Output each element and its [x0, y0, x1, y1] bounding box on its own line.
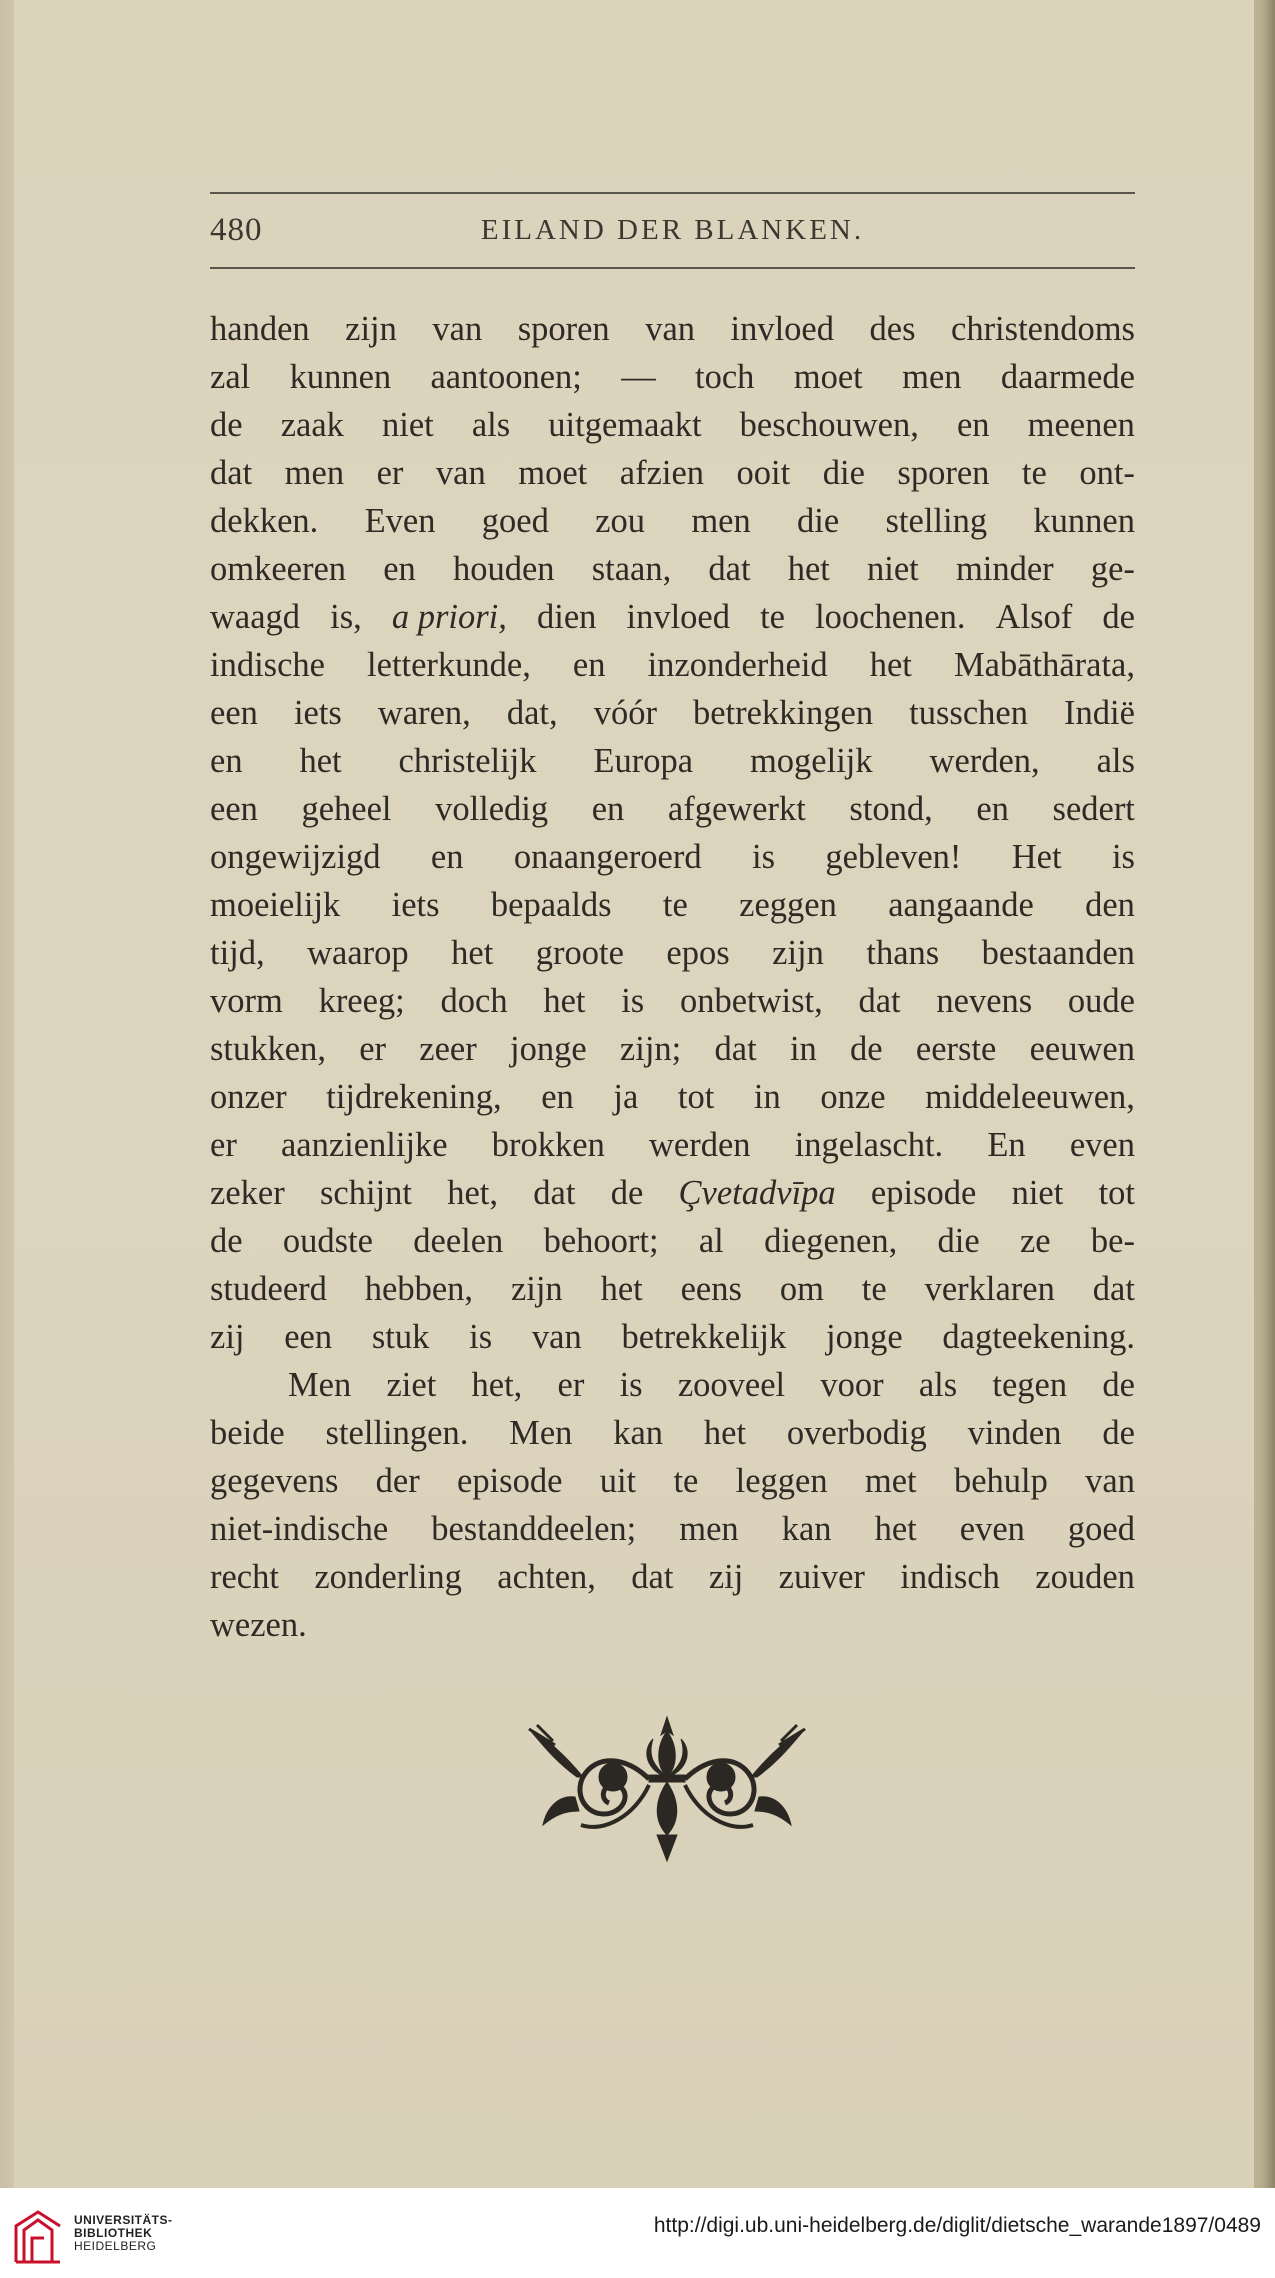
text-word: en: [430, 838, 464, 876]
text-line: [210, 1505, 1135, 1553]
text-line: [210, 1169, 1135, 1217]
text-word: aangaande: [888, 886, 1034, 924]
text-word: stond,: [849, 790, 933, 828]
text-word: dat: [714, 1030, 757, 1068]
text-word: betrekkelijk: [621, 1318, 787, 1356]
text-word: als: [1096, 742, 1135, 780]
text-word: de: [210, 1222, 243, 1260]
text-word: indisch: [900, 1558, 1000, 1596]
text-word: betrekkingen: [692, 694, 874, 732]
text-line: [210, 1361, 1135, 1409]
text-word: zouden: [1035, 1558, 1135, 1596]
text-word: thans: [866, 934, 940, 972]
text-word: ge-: [1090, 550, 1135, 588]
text-word: oude: [1067, 982, 1135, 1020]
text-word: geheel: [301, 790, 392, 828]
text-word: kunnen: [1033, 502, 1135, 540]
text-word: de: [1102, 1366, 1135, 1404]
text-word: als: [471, 406, 511, 444]
text-word: zijn;: [619, 1030, 682, 1068]
text-word: Indië: [1064, 694, 1135, 732]
text-word: te: [861, 1270, 887, 1308]
text-line: [210, 833, 1135, 881]
text-word: een: [210, 694, 258, 732]
text-word: aanzienlijke: [280, 1126, 448, 1164]
text-word: goed: [481, 502, 549, 540]
text-word: even: [1069, 1126, 1135, 1164]
text-word: tot: [677, 1078, 715, 1116]
text-word: sedert: [1052, 790, 1135, 828]
text-word: volledig: [435, 790, 549, 828]
text-word: de: [1102, 598, 1135, 636]
text-word: dat: [708, 550, 751, 588]
library-name-line-1: UNIVERSITÄTS-: [74, 2213, 173, 2227]
text-word: men: [284, 454, 345, 492]
text-word: dat: [1092, 1270, 1135, 1308]
text-word: de: [1102, 1414, 1135, 1452]
header-rule-top: [210, 192, 1135, 194]
text-word: leggen: [735, 1462, 828, 1500]
text-word: van: [435, 454, 486, 492]
text-word: er: [359, 1030, 387, 1068]
text-word: middeleeuwen,: [925, 1078, 1135, 1116]
text-line: [210, 545, 1135, 593]
text-word: kreeg;: [318, 982, 405, 1020]
text-word: met: [864, 1462, 917, 1500]
text-word: achten,: [497, 1558, 596, 1596]
text-word: jonge: [510, 1030, 587, 1068]
text-word: als: [918, 1366, 958, 1404]
header-rule-bottom: [210, 267, 1135, 269]
text-line: [210, 737, 1135, 785]
text-word: het: [787, 550, 830, 588]
text-word: des: [869, 310, 916, 348]
text-word: men: [691, 502, 751, 540]
text-word: brokken: [491, 1126, 605, 1164]
text-line: [210, 977, 1135, 1025]
text-word: te: [673, 1462, 699, 1500]
text-word: het,: [471, 1366, 523, 1404]
text-word: in: [789, 1030, 817, 1068]
text-word: beide: [210, 1414, 285, 1452]
text-word: onze: [820, 1078, 886, 1116]
text-word: te: [760, 598, 785, 636]
text-line: [210, 1025, 1135, 1073]
text-word: zij: [210, 1318, 245, 1356]
text-word: Alsof: [995, 598, 1073, 636]
text-word: handen: [210, 310, 310, 348]
text-word: zaak: [280, 406, 344, 444]
text-word: van: [531, 1318, 582, 1356]
text-word: bepaalds: [490, 886, 612, 924]
text-word: dat,: [506, 694, 558, 732]
text-word: niet: [382, 406, 434, 444]
text-word: en: [956, 406, 990, 444]
text-word: diegenen,: [764, 1222, 898, 1260]
text-word: indische: [210, 646, 325, 684]
text-line: [210, 353, 1135, 401]
text-word: uit: [599, 1462, 637, 1500]
text-word: het: [600, 1270, 643, 1308]
text-word: Even: [364, 502, 436, 540]
text-word: eeuwen: [1029, 1030, 1135, 1068]
text-word: het: [703, 1414, 747, 1452]
text-word: is: [751, 838, 775, 876]
text-word: omkeeren: [210, 550, 347, 588]
text-word: behoort;: [543, 1222, 659, 1260]
text-word: dien: [537, 598, 597, 636]
text-word: bestaanden: [981, 934, 1135, 972]
text-word: en: [541, 1078, 574, 1116]
text-word: die: [937, 1222, 980, 1260]
text-line: [210, 401, 1135, 449]
text-word: kan: [613, 1414, 664, 1452]
text-word: verklaren: [924, 1270, 1055, 1308]
text-word: en: [976, 790, 1009, 828]
text-word: vóór: [593, 694, 657, 732]
source-url[interactable]: http://digi.ub.uni-heidelberg.de/diglit/dietsche_warande1897/0489: [653, 2214, 1261, 2237]
text-line: [210, 593, 1135, 641]
text-word: christelijk: [398, 742, 537, 780]
text-word: is: [1111, 838, 1135, 876]
text-word: ongewijzigd: [210, 838, 381, 876]
text-word: onzer: [210, 1078, 287, 1116]
text-line: [210, 1553, 1135, 1601]
text-word: kan: [781, 1510, 832, 1548]
text-word: dat: [533, 1174, 576, 1212]
text-word: doch: [440, 982, 508, 1020]
text-word: waagd: [210, 598, 301, 636]
text-word: die: [797, 502, 840, 540]
text-word: recht: [210, 1558, 279, 1596]
text-line: [210, 785, 1135, 833]
text-word: de: [850, 1030, 883, 1068]
text-word: dat: [210, 454, 253, 492]
text-word: zeggen: [739, 886, 837, 924]
text-word: het: [869, 646, 912, 684]
text-word: het: [451, 934, 494, 972]
text-word: van: [432, 310, 483, 348]
text-word: sporen: [897, 454, 990, 492]
running-header: [210, 212, 1135, 256]
text-word: wezen.: [210, 1606, 307, 1644]
text-word: der: [375, 1462, 420, 1500]
text-word: —: [621, 358, 656, 396]
text-word: om: [779, 1270, 824, 1308]
text-word: Men: [509, 1414, 573, 1452]
text-word: overbodig: [786, 1414, 927, 1452]
text-word: waren,: [377, 694, 471, 732]
text-word: hebben,: [364, 1270, 474, 1308]
text-word: tusschen: [909, 694, 1028, 732]
text-word: aantoonen;: [430, 358, 582, 396]
running-title: EILAND DER BLANKEN.: [480, 214, 865, 246]
text-word: toch: [695, 358, 755, 396]
text-word: moet: [518, 454, 588, 492]
text-word: eens: [680, 1270, 742, 1308]
text-word: tegen: [992, 1366, 1068, 1404]
digitization-footer: [0, 2188, 1275, 2278]
text-word: is: [469, 1318, 493, 1356]
text-line: [210, 881, 1135, 929]
text-word: zij: [708, 1558, 744, 1596]
text-line: [210, 1217, 1135, 1265]
text-word: zooveel: [677, 1366, 786, 1404]
text-word: episode: [870, 1174, 977, 1212]
text-word: iets: [293, 694, 342, 732]
page-number: 480: [210, 212, 263, 248]
text-line: [210, 497, 1135, 545]
text-line: [210, 305, 1135, 353]
text-line: [210, 1313, 1135, 1361]
text-word: deelen: [413, 1222, 504, 1260]
text-word: dat: [858, 982, 901, 1020]
text-word: zeker: [210, 1174, 285, 1212]
text-line: [210, 449, 1135, 497]
text-word: kunnen: [289, 358, 392, 396]
text-word: zijn: [345, 310, 397, 348]
text-line: [210, 1409, 1135, 1457]
text-word: ze: [1019, 1222, 1051, 1260]
text-word: is,: [330, 598, 362, 636]
body-text: [210, 305, 1135, 1649]
text-word: men: [902, 358, 962, 396]
text-word: er: [376, 454, 404, 492]
text-word: ingelascht.: [794, 1126, 944, 1164]
text-word: er: [210, 1126, 237, 1164]
text-word: episode: [457, 1462, 563, 1500]
text-word: te: [1021, 454, 1047, 492]
text-word: meenen: [1027, 406, 1135, 444]
text-word: tot: [1098, 1174, 1135, 1212]
text-line: [210, 1121, 1135, 1169]
text-word: ja: [613, 1078, 639, 1116]
text-word: groote: [535, 934, 624, 972]
text-word: is: [621, 982, 645, 1020]
text-word: schijnt: [319, 1174, 412, 1212]
text-word: werden: [649, 1126, 751, 1164]
text-word: zuiver: [778, 1558, 865, 1596]
text-word: men: [679, 1510, 739, 1548]
text-word: eerste: [915, 1030, 997, 1068]
text-word: stelling: [885, 502, 988, 540]
library-name: [74, 2214, 173, 2253]
text-line: [210, 1265, 1135, 1313]
text-word: gegevens: [210, 1462, 339, 1500]
text-word: ooit: [736, 454, 791, 492]
text-word: Het: [1011, 838, 1062, 876]
text-word: epos: [666, 934, 730, 972]
text-word: dagteekening.: [942, 1318, 1135, 1356]
text-word: en: [210, 742, 243, 780]
text-word: gebleven!: [825, 838, 962, 876]
text-word: het: [543, 982, 586, 1020]
text-word: vorm: [210, 982, 283, 1020]
text-word: er: [557, 1366, 585, 1404]
text-word: christendoms: [951, 310, 1135, 348]
text-word: onaangeroerd: [513, 838, 702, 876]
text-line: [210, 1073, 1135, 1121]
text-word: niet: [1011, 1174, 1064, 1212]
text-word: oudste: [282, 1222, 373, 1260]
text-word: stuk: [371, 1318, 430, 1356]
text-word: ziet: [386, 1366, 437, 1404]
text-word: het: [299, 742, 342, 780]
text-word: van: [1085, 1462, 1135, 1500]
text-word: tijd,: [210, 934, 265, 972]
text-line: [210, 689, 1135, 737]
text-line: [210, 929, 1135, 977]
text-line: [210, 641, 1135, 689]
text-word: studeerd: [210, 1270, 327, 1308]
text-word: en: [591, 790, 625, 828]
text-word: en: [383, 550, 416, 588]
text-line: [210, 1601, 1135, 1649]
text-word: zijn: [772, 934, 824, 972]
text-word: zou: [595, 502, 645, 540]
text-word: loochenen.: [815, 598, 966, 636]
text-word: het: [874, 1510, 917, 1548]
text-word: stellingen.: [325, 1414, 469, 1452]
text-word: letterkunde,: [367, 646, 531, 684]
text-word: moet: [793, 358, 863, 396]
text-word: invloed: [626, 598, 730, 636]
text-word: een: [210, 790, 258, 828]
text-word: behulp: [953, 1462, 1048, 1500]
text-word: de: [210, 406, 243, 444]
text-word: de: [610, 1174, 644, 1212]
text-word: onbetwist,: [679, 982, 823, 1020]
text-word: minder: [955, 550, 1054, 588]
text-word: niet: [867, 550, 919, 588]
text-word: Mabāthārata,: [953, 646, 1135, 684]
text-word: waarop: [307, 934, 409, 972]
text-word: beschouwen,: [739, 406, 919, 444]
text-word: En: [987, 1126, 1026, 1164]
text-word: den: [1085, 886, 1135, 924]
text-word: iets: [391, 886, 440, 924]
text-word: is: [619, 1366, 643, 1404]
fleuron-ornament-icon: [525, 1715, 810, 1865]
text-word: in: [753, 1078, 781, 1116]
text-word: te: [662, 886, 688, 924]
text-word: niet-indische: [210, 1510, 389, 1548]
text-word: mogelijk: [749, 742, 873, 780]
text-word: ont-: [1079, 454, 1135, 492]
text-word: Europa: [593, 742, 694, 780]
text-word: Men: [288, 1366, 352, 1404]
text-word: jonge: [826, 1318, 903, 1356]
text-word: be-: [1090, 1222, 1135, 1260]
text-word: Çvetadvīpa: [678, 1174, 836, 1212]
text-word: en: [572, 646, 606, 684]
text-word: nevens: [936, 982, 1033, 1020]
ub-heidelberg-logo-icon: [12, 2208, 64, 2266]
library-name-line-2: BIBLIOTHEK: [74, 2226, 153, 2240]
text-word: zonderling: [314, 1558, 462, 1596]
text-word: afzien: [619, 454, 705, 492]
text-word: vinden: [967, 1414, 1062, 1452]
text-word: tijdrekening,: [326, 1078, 502, 1116]
text-word: moeielijk: [210, 886, 341, 924]
text-word: goed: [1067, 1510, 1135, 1548]
text-word: afgewerkt: [667, 790, 806, 828]
text-word: bestanddeelen;: [431, 1510, 637, 1548]
text-word: zijn: [510, 1270, 563, 1308]
text-word: a priori,: [391, 598, 507, 636]
text-word: houden: [452, 550, 555, 588]
text-word: daarmede: [1000, 358, 1135, 396]
text-word: een: [284, 1318, 333, 1356]
text-word: staan,: [591, 550, 672, 588]
text-word: zeer: [419, 1030, 477, 1068]
text-word: het,: [447, 1174, 498, 1212]
text-word: dekken.: [210, 502, 319, 540]
text-word: werden,: [929, 742, 1040, 780]
text-word: dat: [631, 1558, 674, 1596]
text-word: invloed: [730, 310, 834, 348]
text-word: zal: [210, 358, 251, 396]
text-word: al: [698, 1222, 724, 1260]
text-line: [210, 1457, 1135, 1505]
library-name-line-3: HEIDELBERG: [74, 2239, 157, 2253]
text-word: inzonderheid: [647, 646, 828, 684]
text-word: even: [959, 1510, 1025, 1548]
text-word: sporen: [517, 310, 610, 348]
text-word: stukken,: [210, 1030, 326, 1068]
text-word: uitgemaakt: [548, 406, 702, 444]
text-word: voor: [820, 1366, 884, 1404]
text-word: van: [645, 310, 696, 348]
text-word: die: [822, 454, 865, 492]
